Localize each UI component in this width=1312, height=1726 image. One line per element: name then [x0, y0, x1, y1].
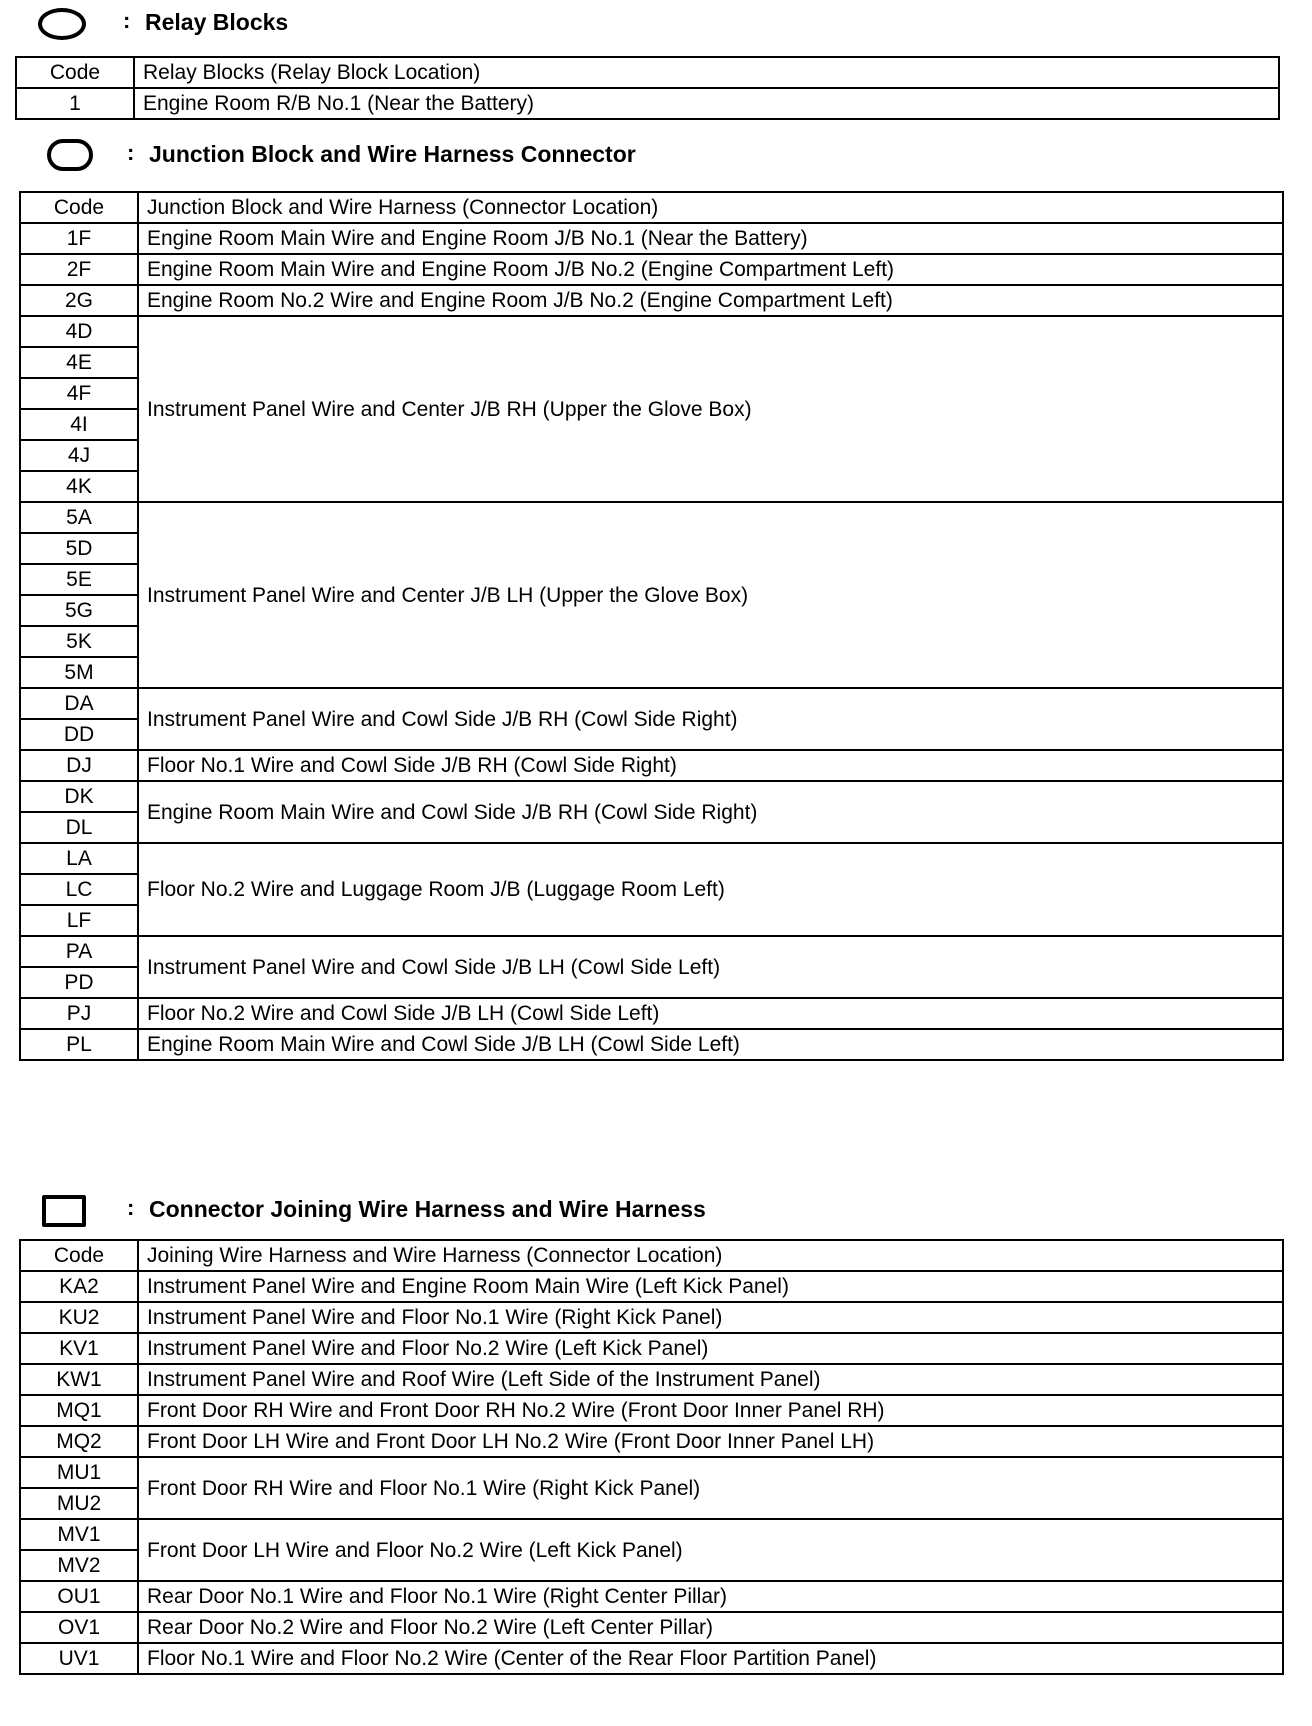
connector-joining-title: Connector Joining Wire Harness and Wire Harness [149, 1196, 706, 1222]
code-cell: PJ [20, 998, 138, 1029]
location-cell: Floor No.2 Wire and Luggage Room J/B (Luggage Room Left) [138, 843, 1283, 936]
code-cell: PA [20, 936, 138, 967]
table-row [20, 254, 1283, 285]
location-cell: Engine Room Main Wire and Engine Room J/B No.1 (Near the Battery) [138, 223, 1283, 254]
code-cell: 4F [20, 378, 138, 409]
code-cell: 2F [20, 254, 138, 285]
code-cell: PD [20, 967, 138, 998]
table-row [20, 1302, 1283, 1333]
location-cell: Instrument Panel Wire and Engine Room Main Wire (Left Kick Panel) [138, 1271, 1283, 1302]
table-row [20, 1271, 1283, 1302]
table-row [20, 1333, 1283, 1364]
code-cell: MQ2 [20, 1426, 138, 1457]
square-symbol-icon [42, 1195, 86, 1227]
code-cell: 5G [20, 595, 138, 626]
code-cell: 4I [20, 409, 138, 440]
table-row [20, 1581, 1283, 1612]
code-cell: LA [20, 843, 138, 874]
relay-blocks-title: Relay Blocks [145, 9, 289, 35]
table-row [20, 1364, 1283, 1395]
code-cell: KA2 [20, 1271, 138, 1302]
location-cell: Rear Door No.2 Wire and Floor No.2 Wire (Left Center Pillar) [138, 1612, 1283, 1643]
code-column-header: Code [20, 1240, 138, 1271]
table-row [20, 781, 1283, 812]
table-row [20, 750, 1283, 781]
code-cell: DD [20, 719, 138, 750]
code-cell: 4K [20, 471, 138, 502]
location-cell: Front Door LH Wire and Floor No.2 Wire (Left Kick Panel) [138, 1519, 1283, 1581]
table-row [20, 843, 1283, 874]
table-row [20, 1457, 1283, 1488]
table-row [20, 998, 1283, 1029]
relay-blocks-table [15, 56, 1280, 120]
heading-colon: : [123, 8, 131, 33]
code-cell: MU2 [20, 1488, 138, 1519]
location-cell: Instrument Panel Wire and Center J/B LH (Upper the Glove Box) [138, 502, 1283, 688]
code-cell: UV1 [20, 1643, 138, 1674]
code-cell: 5K [20, 626, 138, 657]
code-cell: 4J [20, 440, 138, 471]
location-cell: Instrument Panel Wire and Roof Wire (Left Side of the Instrument Panel) [138, 1364, 1283, 1395]
location-column-header: Relay Blocks (Relay Block Location) [134, 57, 1279, 88]
oval-symbol-icon [38, 8, 86, 40]
table-row [20, 1395, 1283, 1426]
location-cell: Engine Room Main Wire and Cowl Side J/B RH (Cowl Side Right) [138, 781, 1283, 843]
table-row [20, 316, 1283, 347]
location-cell: Floor No.1 Wire and Cowl Side J/B RH (Cowl Side Right) [138, 750, 1283, 781]
code-cell: MV1 [20, 1519, 138, 1550]
location-cell: Instrument Panel Wire and Cowl Side J/B RH (Cowl Side Right) [138, 688, 1283, 750]
location-cell: Engine Room R/B No.1 (Near the Battery) [134, 88, 1279, 119]
location-cell: Front Door RH Wire and Floor No.1 Wire (Right Kick Panel) [138, 1457, 1283, 1519]
junction-block-title: Junction Block and Wire Harness Connector [149, 141, 636, 167]
code-cell: 1F [20, 223, 138, 254]
code-column-header: Code [20, 192, 138, 223]
table-row [20, 1612, 1283, 1643]
code-cell: DK [20, 781, 138, 812]
table-row [20, 936, 1283, 967]
junction-block-table [19, 191, 1284, 1061]
heading-colon: : [127, 1195, 135, 1220]
location-cell: Floor No.2 Wire and Cowl Side J/B LH (Cowl Side Left) [138, 998, 1283, 1029]
code-cell: MQ1 [20, 1395, 138, 1426]
code-cell: MV2 [20, 1550, 138, 1581]
table-row [16, 88, 1279, 119]
code-cell: 5A [20, 502, 138, 533]
code-cell: LF [20, 905, 138, 936]
location-cell: Instrument Panel Wire and Floor No.1 Wire (Right Kick Panel) [138, 1302, 1283, 1333]
code-cell: KW1 [20, 1364, 138, 1395]
table-header-row [16, 57, 1279, 88]
location-cell: Rear Door No.1 Wire and Floor No.1 Wire (Right Center Pillar) [138, 1581, 1283, 1612]
code-cell: DA [20, 688, 138, 719]
table-row [20, 285, 1283, 316]
code-cell: 5D [20, 533, 138, 564]
code-cell: 4E [20, 347, 138, 378]
code-cell: 5M [20, 657, 138, 688]
location-cell: Instrument Panel Wire and Floor No.2 Wire (Left Kick Panel) [138, 1333, 1283, 1364]
code-cell: 2G [20, 285, 138, 316]
heading-colon: : [127, 140, 135, 165]
location-cell: Floor No.1 Wire and Floor No.2 Wire (Center of the Rear Floor Partition Panel) [138, 1643, 1283, 1674]
location-cell: Front Door LH Wire and Front Door LH No.2 Wire (Front Door Inner Panel LH) [138, 1426, 1283, 1457]
code-cell: 4D [20, 316, 138, 347]
code-cell: PL [20, 1029, 138, 1060]
code-cell: KU2 [20, 1302, 138, 1333]
location-cell: Front Door RH Wire and Front Door RH No.2 Wire (Front Door Inner Panel RH) [138, 1395, 1283, 1426]
table-header-row [20, 192, 1283, 223]
location-cell: Instrument Panel Wire and Center J/B RH (Upper the Glove Box) [138, 316, 1283, 502]
code-column-header: Code [16, 57, 134, 88]
table-header-row [20, 1240, 1283, 1271]
code-cell: KV1 [20, 1333, 138, 1364]
table-row [20, 1643, 1283, 1674]
location-column-header: Junction Block and Wire Harness (Connector Location) [138, 192, 1283, 223]
table-row [20, 688, 1283, 719]
location-cell: Engine Room No.2 Wire and Engine Room J/B No.2 (Engine Compartment Left) [138, 285, 1283, 316]
code-cell: LC [20, 874, 138, 905]
location-column-header: Joining Wire Harness and Wire Harness (Connector Location) [138, 1240, 1283, 1271]
table-row [20, 502, 1283, 533]
table-row [20, 1519, 1283, 1550]
code-cell: 5E [20, 564, 138, 595]
table-row [20, 1426, 1283, 1457]
code-cell: MU1 [20, 1457, 138, 1488]
location-cell: Instrument Panel Wire and Cowl Side J/B LH (Cowl Side Left) [138, 936, 1283, 998]
rounded-rect-symbol-icon [47, 139, 93, 171]
code-cell: DJ [20, 750, 138, 781]
code-cell: 1 [16, 88, 134, 119]
location-cell: Engine Room Main Wire and Engine Room J/B No.2 (Engine Compartment Left) [138, 254, 1283, 285]
connector-joining-table [19, 1239, 1284, 1675]
location-cell: Engine Room Main Wire and Cowl Side J/B LH (Cowl Side Left) [138, 1029, 1283, 1060]
table-row [20, 223, 1283, 254]
code-cell: DL [20, 812, 138, 843]
code-cell: OU1 [20, 1581, 138, 1612]
table-row [20, 1029, 1283, 1060]
code-cell: OV1 [20, 1612, 138, 1643]
